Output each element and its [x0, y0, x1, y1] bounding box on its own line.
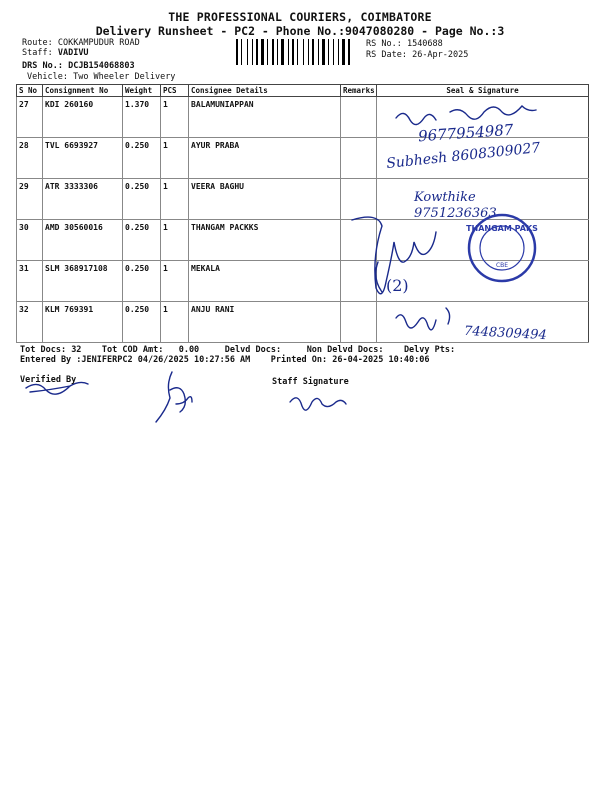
stamp-text: THANGAM PAKS: [466, 224, 538, 233]
staff-signature-label: Staff Signature: [272, 377, 349, 387]
cell-consignee: AYUR PRABA: [189, 138, 341, 179]
signature-row30: [352, 217, 436, 294]
tot-cod-value: 0.00: [178, 345, 200, 355]
cell-pcs: 1: [161, 220, 189, 261]
cell-weight: 1.370: [123, 97, 161, 138]
cell-consignment: TVL 6693927: [43, 138, 123, 179]
vehicle-value: Two Wheeler Delivery: [73, 72, 176, 82]
col-sno: S No: [17, 85, 43, 97]
verified-by-label: Verified By: [20, 375, 77, 385]
handwritten-note-row29: Kowthike 9751236363: [414, 190, 497, 221]
staff-line: Staff: VADIVU: [22, 48, 89, 58]
col-weight: Weight: [123, 85, 161, 97]
cell-consignee: ANJU RANI: [189, 302, 341, 343]
route-line: Route: COKKAMPUDUR ROAD: [22, 38, 140, 48]
rs-no-value: 1540688: [406, 39, 443, 49]
totals-line: Tot Docs: 32 Tot COD Amt: 0.00 Delvd Docs: Non Delvd Docs: Delvy Pts:: [20, 345, 456, 355]
signature-row32: [396, 308, 450, 330]
cell-weight: 0.250: [123, 220, 161, 261]
tot-docs-value: 32: [71, 345, 82, 355]
entry-line: Entered By :JENIFERPC2 04/26/2025 10:27:56 AM Printed On: 26-04-2025 10:40:06: [20, 355, 430, 365]
cell-consignment: KDI 260160: [43, 97, 123, 138]
col-pcs: PCS: [161, 85, 189, 97]
col-consignment: Consignment No: [43, 85, 123, 97]
cell-weight: 0.250: [123, 138, 161, 179]
cell-weight: 0.250: [123, 179, 161, 220]
cell-sno: 29: [17, 179, 43, 220]
drs-value: DCJB154068803: [68, 61, 135, 71]
rs-no-line: RS No.: 1540688: [366, 39, 443, 49]
signature-row27: [396, 106, 536, 125]
staff-signature: [290, 398, 346, 410]
vehicle-line: Vehicle: Two Wheeler Delivery: [27, 72, 176, 82]
cell-sno: 31: [17, 261, 43, 302]
handwritten-phone-row27: 9677954987: [417, 120, 514, 146]
cell-consignment: KLM 769391: [43, 302, 123, 343]
cell-sno: 30: [17, 220, 43, 261]
center-signature: [156, 372, 192, 422]
entered-by-value: JENIFERPC2 04/26/2025 10:27:56 AM: [81, 355, 251, 365]
handwritten-note-row28: Subhesh 8608309027: [385, 139, 542, 173]
rs-date-line: RS Date: 26-Apr-2025: [366, 50, 469, 60]
col-seal-signature: Seal & Signature: [377, 85, 589, 97]
runsheet-subtitle: Delivery Runsheet - PC2 - Phone No.:9047080280 - Page No.:3: [95, 24, 505, 38]
cell-consignment: SLM 368917108: [43, 261, 123, 302]
stamp-subtext: CBE: [495, 262, 509, 269]
drs-line: DRS No.: DCJB154068803: [22, 61, 135, 71]
staff-value: VADIVU: [57, 48, 89, 58]
cell-pcs: 1: [161, 97, 189, 138]
cell-consignee: VEERA BAGHU: [189, 179, 341, 220]
cell-pcs: 1: [161, 138, 189, 179]
cell-consignment: ATR 3333306: [43, 179, 123, 220]
col-remarks: Remarks: [341, 85, 377, 97]
cell-consignment: AMD 30560016: [43, 220, 123, 261]
cell-pcs: 1: [161, 179, 189, 220]
cell-weight: 0.250: [123, 302, 161, 343]
handwritten-phone-row32: 7448309494: [463, 323, 548, 344]
rs-date-value: 26-Apr-2025: [412, 50, 469, 60]
cell-consignee: MEKALA: [189, 261, 341, 302]
handwritten-mark-row31: (2): [386, 276, 409, 295]
col-consignee: Consignee Details: [189, 85, 341, 97]
cell-consignee: BALAMUNIAPPAN: [189, 97, 341, 138]
cell-sno: 28: [17, 138, 43, 179]
cell-pcs: 1: [161, 302, 189, 343]
cell-sno: 32: [17, 302, 43, 343]
cell-weight: 0.250: [123, 261, 161, 302]
company-title: THE PROFESSIONAL COURIERS, COIMBATORE: [168, 10, 432, 24]
cell-sno: 27: [17, 97, 43, 138]
printed-on-value: 26-04-2025 10:40:06: [332, 355, 430, 365]
route-value: COKKAMPUDUR ROAD: [57, 38, 140, 48]
cell-pcs: 1: [161, 261, 189, 302]
cell-consignee: THANGAM PACKKS: [189, 220, 341, 261]
